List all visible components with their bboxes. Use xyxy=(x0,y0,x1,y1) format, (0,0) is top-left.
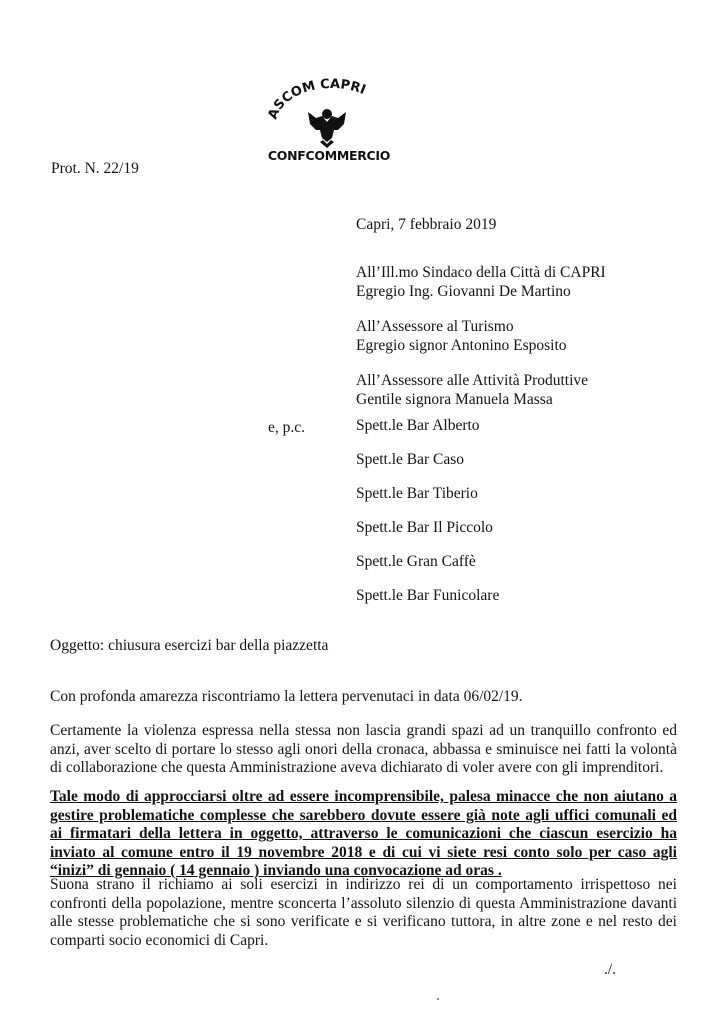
recipient-tourism-councillor xyxy=(356,317,606,355)
cc-recipient: Spett.le Bar Caso xyxy=(356,451,465,468)
scan-speck xyxy=(437,998,439,1000)
cc-recipient: Spett.le Bar Funicolare xyxy=(356,587,500,604)
ascom-confcommercio-logo xyxy=(258,78,400,166)
paragraph-line: confronti della popolazione, mentre sconcerta l’assoluto silenzio di questa Amministrazione davanti xyxy=(50,894,677,912)
logo-top-text: ASCOM CAPRI xyxy=(265,78,368,122)
paragraph-1 xyxy=(50,688,677,707)
paragraph-line: comparti socio economici di Capri. xyxy=(50,931,269,949)
paragraph-3-emphasis xyxy=(50,788,677,881)
paragraph-line: anzi, aver scelto di portare lo stesso agli onori della cronaca, abbassa e sminuisce nei fatti la volontà xyxy=(50,740,677,758)
date-line: Capri, 7 febbraio 2019 xyxy=(356,216,497,233)
logo-bottom-text: CONFCOMMERCIO xyxy=(267,148,391,163)
recipients-block xyxy=(356,263,606,425)
recipient-line: All’Ill.mo Sindaco della Città di CAPRI xyxy=(356,264,606,281)
paragraph-line: Tale modo di approcciarsi oltre ad essere incomprensibile, palesa minacce che non aiutano a xyxy=(50,788,677,805)
recipient-productive-councillor xyxy=(356,371,606,409)
paragraph-line: gestire problematiche complesse che sarebbero dovute essere già note agli uffici comunali ed xyxy=(50,806,677,824)
recipient-line: All’Assessore al Turismo xyxy=(356,318,514,335)
paragraph-line: Suona strano il richiamo ai soli esercizi in indirizzo rei di un comportamento irrispettoso nei xyxy=(50,876,677,893)
continuation-mark: ./. xyxy=(604,961,617,978)
recipient-line: All’Assessore alle Attività Produttive xyxy=(356,372,589,389)
cc-list xyxy=(356,417,499,621)
recipient-line: Egregio signor Antonino Esposito xyxy=(356,337,567,354)
paragraph-4 xyxy=(50,876,677,950)
cc-recipient: Spett.le Bar Tiberio xyxy=(356,485,478,502)
paragraph-2 xyxy=(50,722,677,778)
cc-recipient: Spett.le Gran Caffè xyxy=(356,553,476,570)
protocol-number: Prot. N. 22/19 xyxy=(51,160,139,177)
paragraph-line: Certamente la violenza espressa nella stessa non lascia grandi spazi ad un tranquillo confronto ed xyxy=(50,722,677,739)
paragraph-line: alle stesse problematiche che si sono verificate e si verificano tuttora, in altre zone e nel resto dei xyxy=(50,913,677,930)
cc-recipient: Spett.le Bar Il Piccolo xyxy=(356,519,493,536)
subject-line: Oggetto: chiusura esercizi bar della piazzetta xyxy=(50,637,329,654)
recipient-line: Gentile signora Manuela Massa xyxy=(356,391,553,408)
recipient-line: Egregio Ing. Giovanni De Martino xyxy=(356,283,571,300)
paragraph-line: inviato al comune entro il 19 novembre 2018 e di cui vi siete resi conto solo per caso agli xyxy=(50,843,677,861)
cc-label: e, p.c. xyxy=(268,419,306,436)
recipient-mayor xyxy=(356,263,606,301)
eagle-icon xyxy=(308,109,346,148)
paragraph-line: di collaborazione che questa Amministrazione aveva dichiarato di voler avere con gli imprenditori. xyxy=(50,759,664,776)
paragraph-line: Con profonda amarezza riscontriamo la lettera pervenutaci in data 06/02/19. xyxy=(50,688,523,705)
paragraph-line: “inizi” di gennaio ( 14 gennaio ) inviando una convocazione ad oras . xyxy=(50,862,502,879)
paragraph-line: ai firmatari della lettera in oggetto, attraverso le comunicazioni che ciascun esercizio ha xyxy=(50,825,677,842)
cc-recipient: Spett.le Bar Alberto xyxy=(356,417,480,434)
